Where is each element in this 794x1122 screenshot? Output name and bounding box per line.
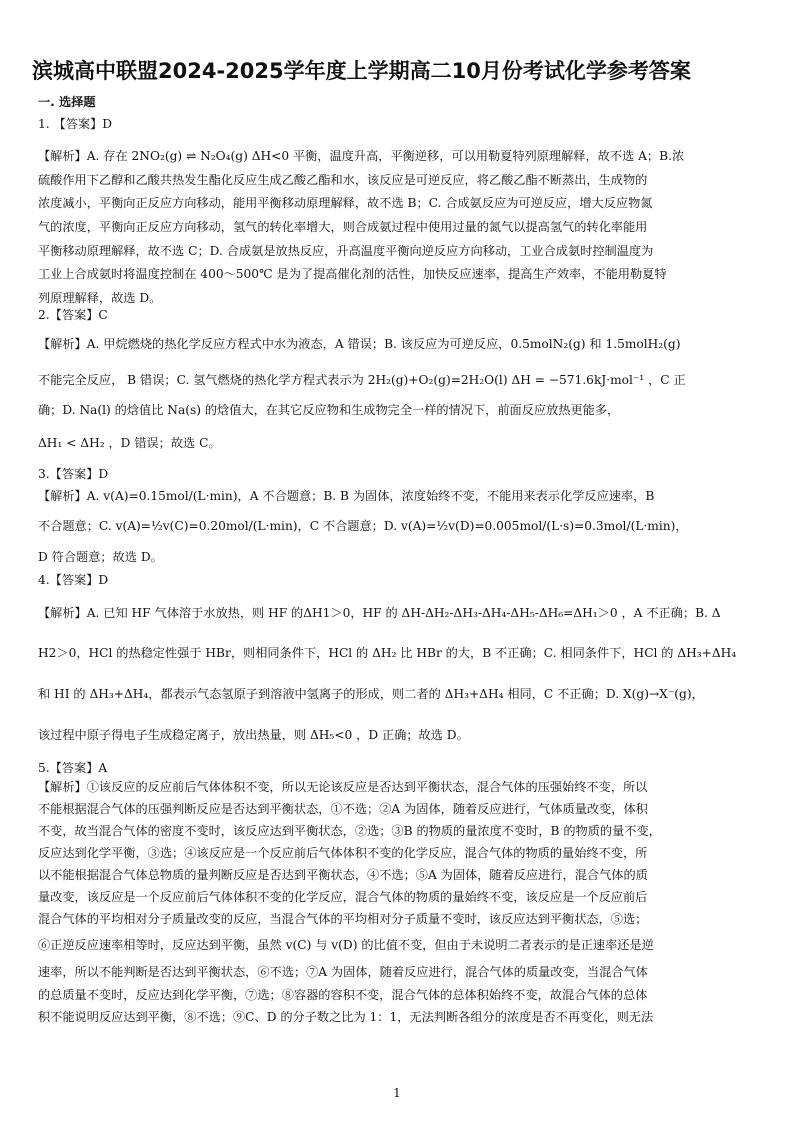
- analysis-line: 不能根据混合气体的压强判断反应是否达到平衡状态，①不选；②A 为固体，随着反应进行，气体质量改变，体积: [38, 802, 648, 816]
- answer-line: 4.【答案】D: [38, 573, 109, 587]
- analysis-line: 不合题意；C. v(A)=½v(C)=0.20mol/(L·min)，C 不合题意；D. v(A)=½v(D)=0.005mol/(L·s)=0.3mol/(L·min)，: [38, 519, 688, 533]
- analysis-line: ΔH₁ < ΔH₂ ，D 错误；故选 C。: [38, 436, 221, 450]
- analysis-line: 【解析】A. 甲烷燃烧的热化学反应方程式中水为液态，A 错误；B. 该反应为可逆反应，0.5molN₂(g) 和 1.5molH₂(g): [38, 337, 681, 351]
- page-title: 滨城高中联盟2024-2025学年度上学期高二10月份考试化学参考答案: [32, 59, 691, 83]
- analysis-line: 列原理解释，故选 D。: [38, 291, 162, 305]
- analysis-line: 不变，故当混合气体的密度不变时，该反应达到平衡状态，②选；③B 的物质的量浓度不变时，B 的物质的量不变，: [38, 824, 661, 838]
- analysis-line: 该过程中原子得电子生成稳定离子，放出热量，则 ΔH₅<0 ，D 正确；故选 D。: [38, 728, 469, 742]
- analysis-line: 【解析】A. 存在 2NO₂(g) ⇌ N₂O₄(g) ΔH<0 平衡，温度升高，平衡逆移，可以用勒夏特列原理解释，故不选 A；B.浓: [38, 149, 685, 163]
- analysis-line: 和 HI 的 ΔH₃+ΔH₄，都表示气态氢原子到溶液中氢离子的形成，则二者的 ΔH₃+ΔH₄ 相同，C 不正确；D. X(g)→X⁻(g)，: [38, 687, 704, 701]
- analysis-line: 【解析】A. 已知 HF 气体溶于水放热，则 HF 的ΔH1＞0，HF 的 ΔH-ΔH₂-ΔH₃-ΔH₄-ΔH₅-ΔH₆=ΔH₁＞0 ，A 不正确；B. Δ: [38, 606, 721, 620]
- analysis-line: 量改变，该反应是一个反应前后气体体积不变的化学反应，混合气体的物质的量始终不变，该反应是一个反应前后: [38, 890, 648, 904]
- analysis-line: 混合气体的平均相对分子质量改变的反应，当混合气体的平均相对分子质量不变时，该反应达到平衡状态，⑤选；: [38, 912, 648, 926]
- answer-line: 3.【答案】D: [38, 467, 109, 481]
- analysis-line: 不能完全反应， B 错误；C. 氢气燃烧的热化学方程式表示为 2H₂(g)+O₂(g)=2H₂O(l) ΔH = −571.6kJ·mol⁻¹ ，C 正: [38, 373, 686, 387]
- analysis-line: ⑥正逆反应速率相等时，反应达到平衡，虽然 v(C) 与 v(D) 的比值不变，但由于未说明二者表示的是正速率还是逆: [38, 938, 654, 952]
- answer-line: 1. 【答案】D: [38, 117, 113, 131]
- page-number: 1: [393, 1086, 401, 1100]
- analysis-line: 【解析】A. v(A)=0.15mol/(L·min)，A 不合题意；B. B 为固体，浓度始终不变，不能用来表示化学反应速率，B: [38, 489, 655, 503]
- analysis-line: 的总质量不变时，反应达到化学平衡，⑦选；⑧容器的容积不变，混合气体的总体积始终不变，故混合气体的总体: [38, 988, 648, 1002]
- analysis-line: 积不能说明反应达到平衡，⑧不选；⑨C、D 的分子数之比为 1：1，无法判断各组分的浓度是否不再变化，则无法: [38, 1010, 654, 1024]
- analysis-line: 平衡移动原理解释，故不选 C；D. 合成氨是放热反应，升高温度平衡向逆反应方向移动，工业合成氨时控制温度为: [38, 244, 654, 258]
- analysis-line: 速率，所以不能判断是否达到平衡状态，⑥不选；⑦A 为固体，随着反应进行，混合气体的质量改变，当混合气体: [38, 965, 648, 979]
- analysis-line: 浓度减小，平衡向正反应方向移动，能用平衡移动原理解释，故不选 B；C. 合成氨反应为可逆反应，增大反应物氮: [38, 196, 653, 210]
- analysis-line: 硫酸作用下乙醇和乙酸共热发生酯化反应生成乙酸乙酯和水，该反应是可逆反应，将乙酸乙酯不断蒸出，生成物的: [38, 173, 648, 187]
- answer-line: 2.【答案】C: [38, 308, 108, 322]
- analysis-line: 确；D. Na(l) 的焓值比 Na(s) 的焓值大，在其它反应物和生成物完全一样的情况下，前面反应放热更能多，: [38, 403, 620, 417]
- analysis-line: D 符合题意；故选 D。: [38, 550, 163, 564]
- analysis-line: 反应达到化学平衡，③选；④该反应是一个反应前后气体体积不变的化学反应，混合气体的物质的量始终不变，所: [38, 846, 648, 860]
- analysis-line: 气的浓度，平衡向正反应方向移动，氢气的转化率增大，则合成氨过程中使用过量的氮气以提高氢气的转化率能用: [38, 220, 648, 234]
- analysis-line: 【解析】①该反应的反应前后气体体积不变，所以无论该反应是否达到平衡状态，混合气体的压强始终不变，所以: [38, 780, 648, 794]
- analysis-line: 工业上合成氨时将温度控制在 400～500℃ 是为了提高催化剂的活性，加快反应速率，提高生产效率，不能用勒夏特: [38, 267, 667, 281]
- section-heading: 一. 选择题: [38, 95, 96, 109]
- answer-line: 5.【答案】A: [38, 761, 108, 775]
- analysis-line: H2＞0，HCl 的热稳定性强于 HBr，则相同条件下，HCl 的 ΔH₂ 比 HBr 的大，B 不正确；C. 相同条件下，HCl 的 ΔH₃+ΔH₄: [38, 646, 737, 660]
- analysis-line: 以不能根据混合气体总物质的量判断反应是否达到平衡状态，④不选；⑤A 为固体，随着反应进行，混合气体的质: [38, 868, 648, 882]
